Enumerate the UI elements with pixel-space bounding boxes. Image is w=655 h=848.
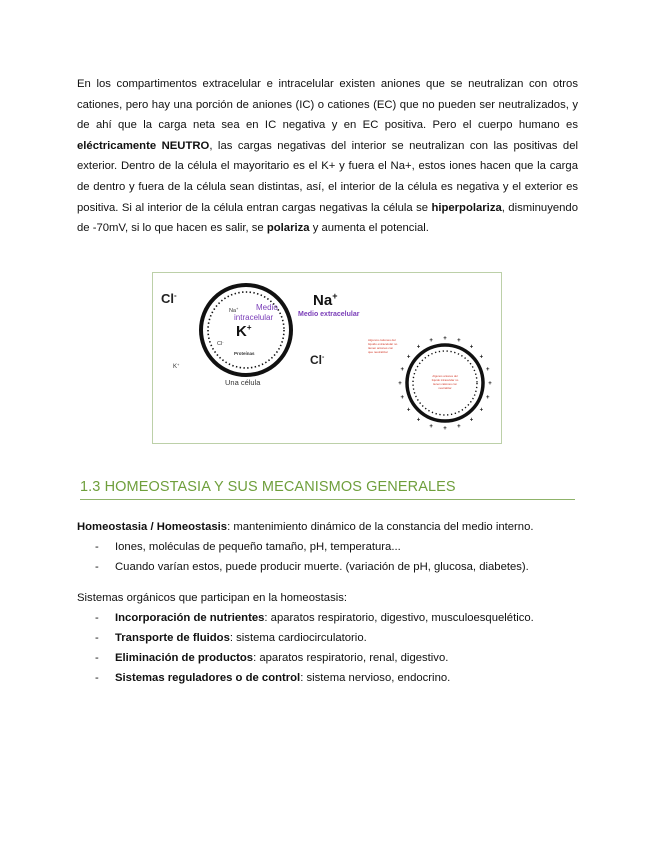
plus-charge: +: [488, 381, 492, 387]
intro-paragraph: [77, 74, 578, 239]
plus-charge: +: [457, 338, 461, 345]
list-dash: -: [95, 541, 99, 553]
plus-charge: +: [398, 381, 402, 387]
plus-charge: +: [486, 394, 490, 401]
medio-intracelular-2: intracelular: [234, 313, 274, 322]
intro-bold-neutro: eléctricamente NEUTRO: [77, 139, 210, 152]
homeostasis-definition: [77, 517, 577, 537]
cell-diagram: [153, 273, 501, 443]
medio-extracelular-label: Medio extracelular: [298, 311, 360, 318]
plus-charge: +: [479, 407, 484, 414]
plus-charge: +: [443, 426, 447, 432]
plus-charge: +: [469, 344, 474, 351]
list-dash: -: [95, 632, 99, 644]
system-term: Sistemas reguladores o de control: [115, 672, 301, 684]
red-note-line-2: líquido extracelular no: [368, 342, 398, 346]
una-celula-label: Una célula: [225, 378, 261, 387]
plus-charge: +: [416, 417, 421, 424]
red-inner-line-1: Algunos aniones del: [432, 374, 458, 378]
red-inner-line-4: neutralizar: [438, 386, 452, 390]
list-item: [77, 557, 597, 577]
intro-bold-hiperpolariza: hiperpolariza: [431, 201, 502, 214]
system-term: Transporte de fluidos: [115, 632, 230, 644]
red-note-outside: [368, 338, 398, 354]
list-item-text: Cuando varían estos, puede producir muerte. (variación de pH, glucosa, diabetes).: [115, 561, 529, 573]
plus-charge: +: [486, 367, 490, 374]
plus-charge: +: [457, 423, 461, 430]
system-text: : sistema nervioso, endocrino.: [300, 672, 451, 684]
k-small-label: K+: [173, 362, 180, 370]
definition-text: : mantenimiento dinámico de la constancia del medio interno.: [227, 521, 534, 533]
list-dash: -: [95, 612, 99, 624]
proteinas-label: Proteínas: [234, 351, 255, 356]
cl-inner-label: Cl-: [217, 339, 224, 347]
list-dash: -: [95, 672, 99, 684]
list-dash: -: [95, 561, 99, 573]
red-note-line-1: Algunos cationes del: [368, 338, 396, 342]
na-main-label: Na+: [313, 291, 338, 309]
list-item: [77, 537, 597, 557]
intro-text-4: y aumenta el potencial.: [309, 222, 429, 235]
homeostasis-factors-list: [77, 537, 597, 577]
intro-text-3: , disminuyendo de -70mV, si lo que hacen es salir, se: [77, 201, 578, 235]
medio-intracelular-1: Medio: [256, 303, 278, 312]
plus-charge: +: [479, 354, 484, 361]
na-inner-label: Na+: [229, 306, 239, 314]
plus-charge: +: [443, 336, 447, 342]
plus-charge: +: [429, 423, 433, 430]
plus-charge: +: [469, 417, 474, 424]
list-item: [77, 668, 597, 688]
section-heading: 1.3 HOMEOSTASIA Y SUS MECANISMOS GENERALES: [80, 479, 575, 500]
cl-mid-label: Cl-: [310, 353, 325, 367]
list-item-text: Iones, moléculas de pequeño tamaño, pH, temperatura...: [115, 541, 401, 553]
definition-term: Homeostasia / Homeostasis: [77, 521, 228, 533]
list-item: [77, 608, 597, 628]
plus-charge: +: [406, 354, 411, 361]
system-text: : sistema cardiocirculatorio.: [229, 632, 367, 644]
list-dash: -: [95, 652, 99, 664]
red-note-line-4: que neutralizar: [368, 350, 388, 354]
left-cell: [201, 285, 291, 375]
red-inner-line-2: líquido intracelular no: [431, 378, 459, 382]
red-note-line-3: tienen aniones con: [368, 346, 394, 350]
system-text: : aparatos respiratorio, digestivo, musculoesquelético.: [264, 612, 534, 624]
system-text: : aparatos respiratorio, renal, digestivo.: [253, 652, 449, 664]
list-item: [77, 628, 597, 648]
cl-left-label: Cl-: [161, 291, 177, 306]
intro-bold-polariza: polariza: [266, 222, 310, 235]
plus-charge: +: [416, 344, 421, 351]
plus-charge: +: [400, 367, 404, 374]
plus-charge: +: [400, 394, 404, 401]
red-inner-line-3: tienen cationes con: [432, 382, 458, 386]
plus-charge: +: [406, 407, 411, 414]
system-term: Eliminación de productos: [115, 652, 254, 664]
systems-intro: Sistemas orgánicos que participan en la homeostasis:: [77, 592, 348, 604]
organ-systems-list: [77, 608, 597, 688]
right-cell: [398, 336, 492, 432]
cell-diagram-figure: [152, 272, 502, 444]
intro-text-1: En los compartimentos extracelular e intracelular existen aniones que se neutralizan con otros cationes, pero hay una porción de aniones (IC) o cationes (EC) que no pueden ser neutralizados, y de ahí que la carga neta sea en IC negativa y en EC positiva. Pero el cuerpo humano es: [77, 78, 578, 132]
list-item: [77, 648, 597, 668]
k-inner-label: K+: [236, 323, 252, 340]
intro-text-2: , las cargas negativas del interior se neutralizan con las positivas del exterior. Dentro de la célula el mayoritario es el K+ y fuera el Na+, estos iones hacen que la carga de dentro y fuera de la célula sean distintas, así, el interior de la célula es negativa y el exterior es positiva. Si al interior de la célula entran cargas negativas la célula se: [77, 139, 578, 214]
plus-charge: +: [429, 338, 433, 345]
system-term: Incorporación de nutrientes: [115, 612, 265, 624]
